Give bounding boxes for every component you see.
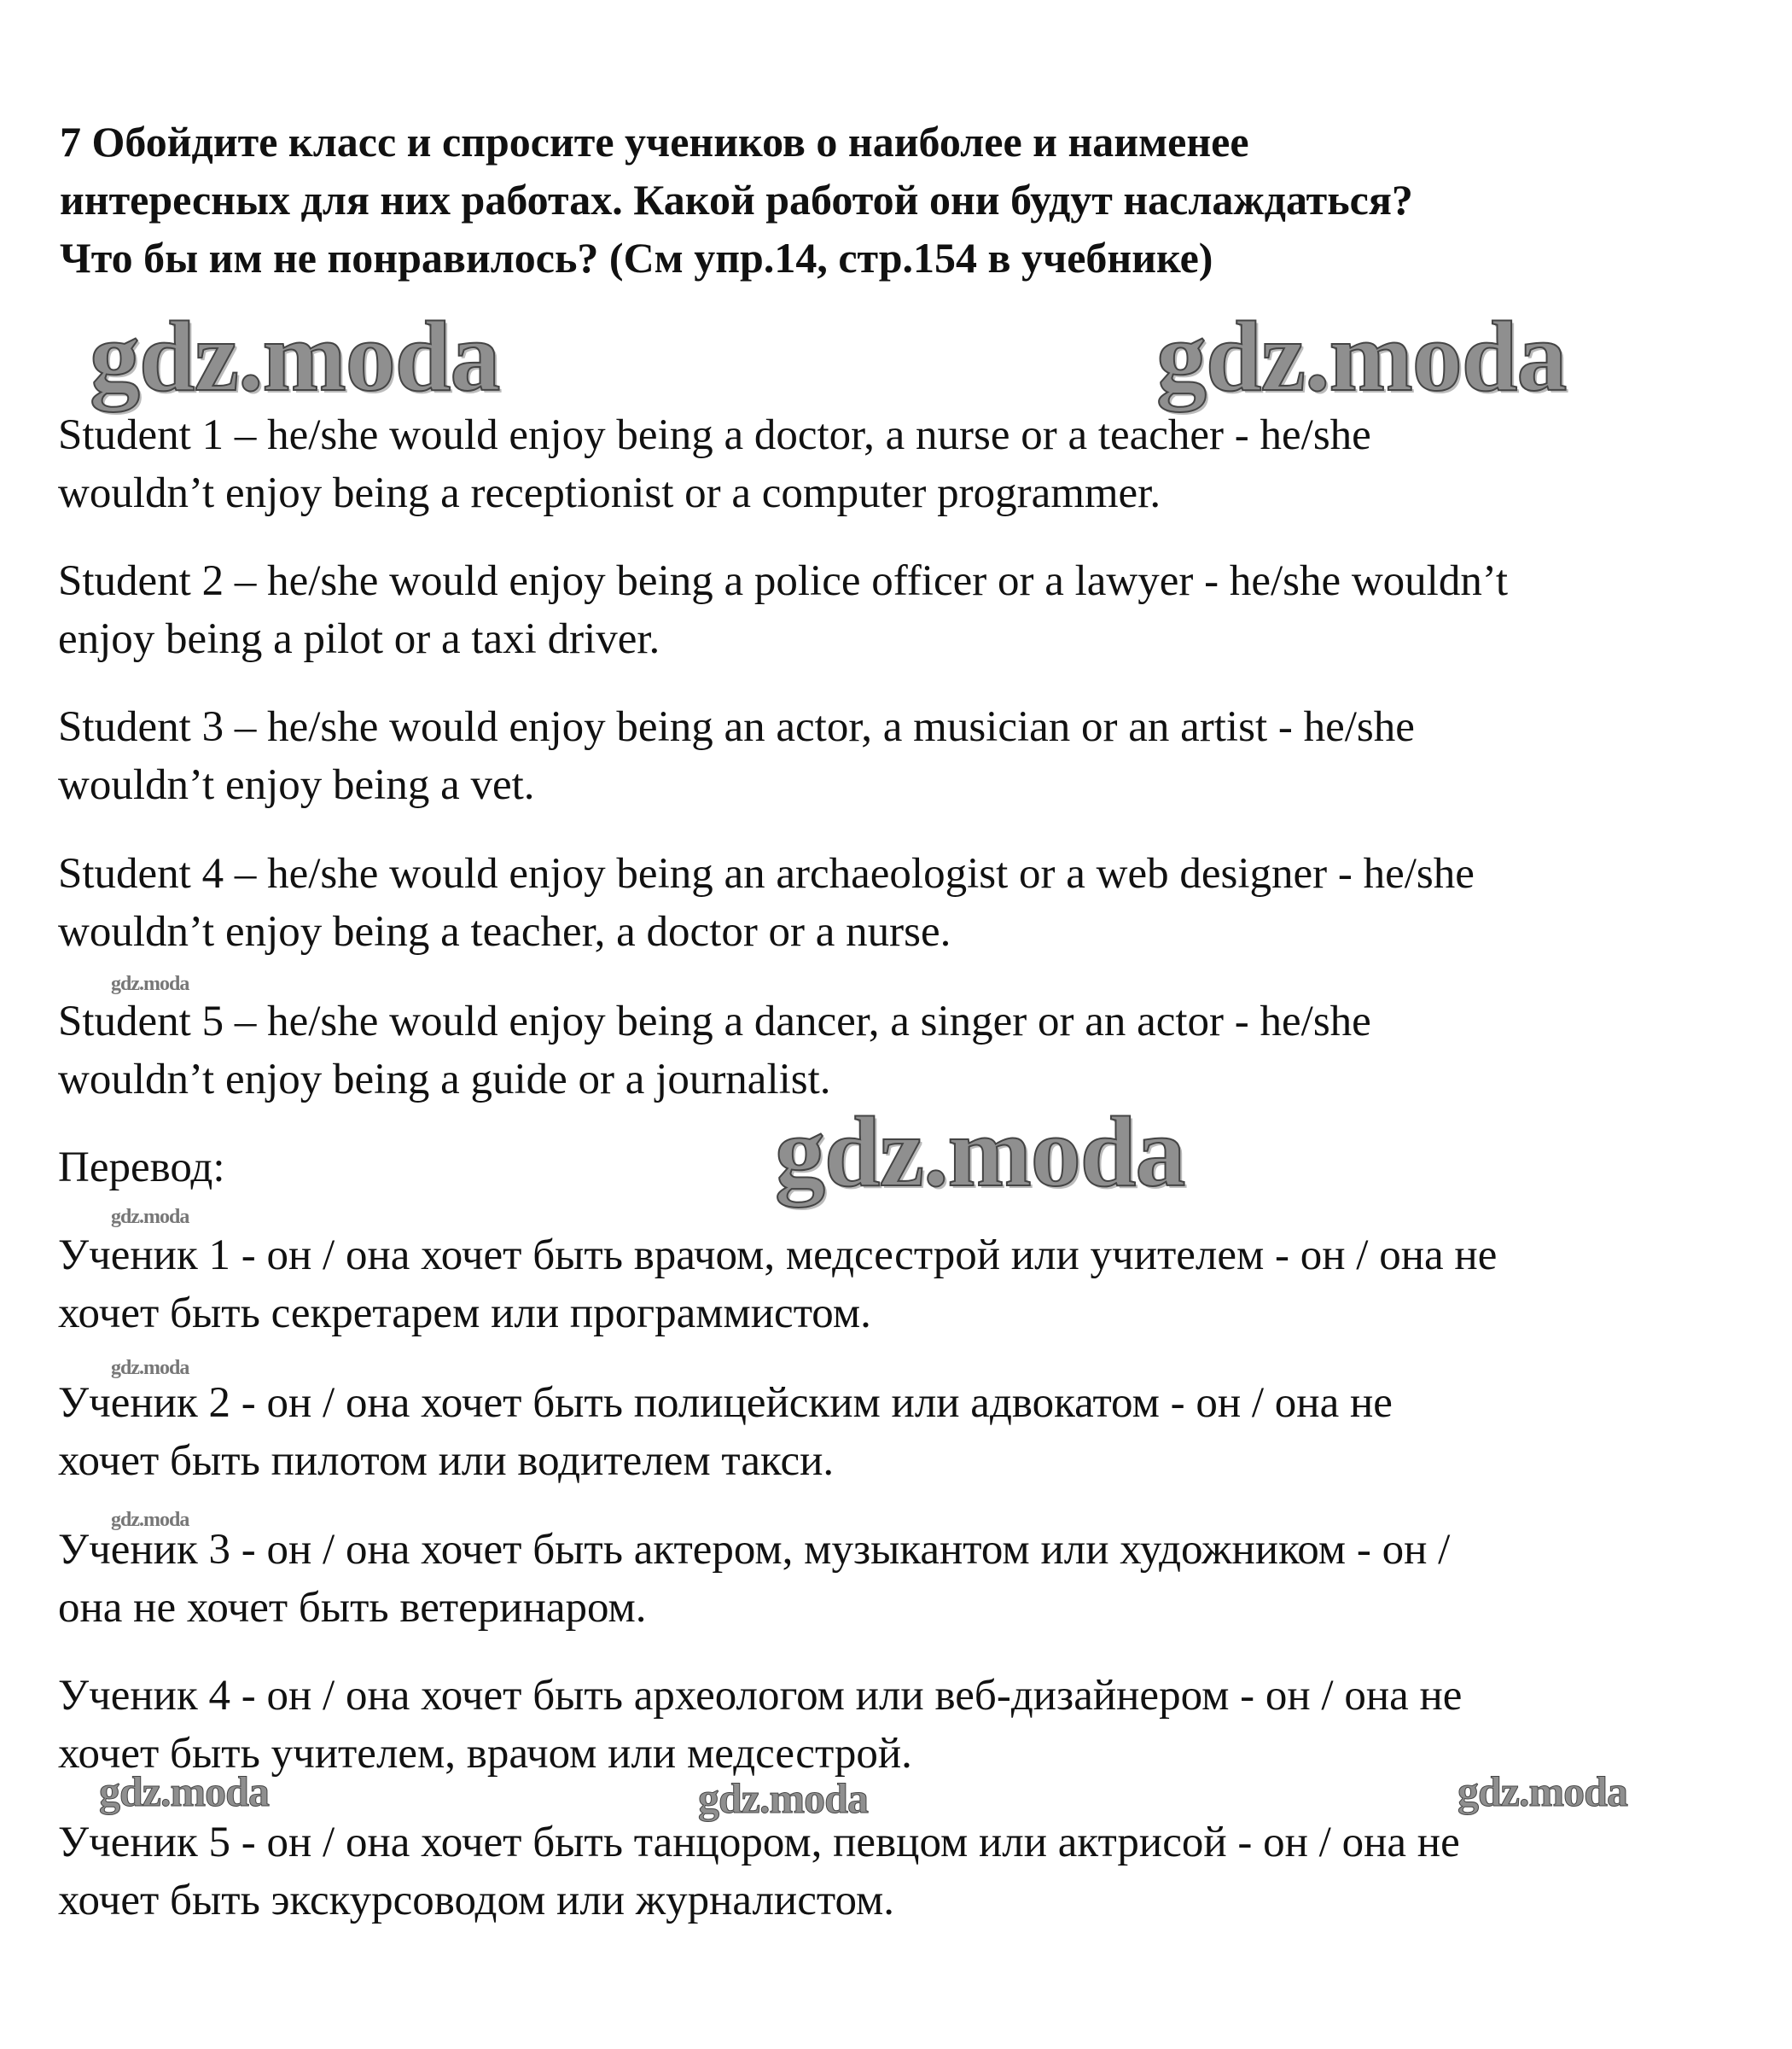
russian-answer-2 (58, 1374, 1393, 1490)
watermark-logo: gdz.moda (111, 973, 189, 995)
text-line: Ученик 3 - он / она хочет быть актером, музыкантом или художником - он / (58, 1526, 1451, 1574)
watermark-logo: gdz.moda (111, 1509, 189, 1531)
russian-answer-5 (58, 1813, 1460, 1930)
text-line: Student 4 – he/she would enjoy being an archaeologist or a web designer - he/she (58, 850, 1475, 898)
text-line: Ученик 4 - он / она хочет быть археологом или веб-дизайнером - он / она не (58, 1672, 1463, 1720)
text-line: Student 1 – he/she would enjoy being a doctor, a nurse or a teacher - he/she (58, 411, 1371, 459)
watermark-logo: gdz.moda (111, 1357, 189, 1379)
text-line: wouldn’t enjoy being a guide or a journalist. (58, 1056, 831, 1103)
heading-line: Что бы им не понравилось? (См упр.14, стр.154 в учебнике) (60, 234, 1213, 282)
heading-line: интересных для них работах. Какой работой они будут наслаждаться? (60, 176, 1413, 224)
text-line: wouldn’t enjoy being a vet. (58, 761, 535, 809)
text-line: Ученик 2 - он / она хочет быть полицейским или адвокатом - он / она не (58, 1379, 1393, 1427)
russian-answer-3 (58, 1521, 1450, 1637)
text-line: Student 5 – he/she would enjoy being a dancer, a singer or an actor - he/she (58, 998, 1371, 1045)
english-answer-1 (58, 406, 1371, 522)
text-line: enjoy being a pilot or a taxi driver. (58, 615, 660, 663)
text-line: Student 3 – he/she would enjoy being an actor, a musician or an artist - he/she (58, 703, 1415, 751)
russian-answer-4 (58, 1667, 1462, 1783)
text-line: Student 2 – he/she would enjoy being a police officer or a lawyer - he/she wouldn’t (58, 557, 1509, 605)
english-answer-3 (58, 698, 1415, 814)
watermark-logo: gdz.moda (1156, 300, 1567, 412)
text-line: она не хочет быть ветеринаром. (58, 1584, 647, 1632)
english-answer-4 (58, 845, 1475, 961)
watermark-logo: gdz.moda (111, 1206, 189, 1228)
text-line: хочет быть экскурсоводом или журналистом. (58, 1877, 895, 1924)
russian-answer-1 (58, 1226, 1497, 1342)
text-line: wouldn’t enjoy being a teacher, a doctor or a nurse. (58, 908, 951, 956)
text-line: Ученик 1 - он / она хочет быть врачом, медсестрой или учителем - он / она не (58, 1231, 1498, 1279)
text-line: wouldn’t enjoy being a receptionist or a computer programmer. (58, 469, 1161, 517)
watermark-logo: gdz.moda (99, 1767, 269, 1815)
watermark-logo: gdz.moda (1457, 1767, 1627, 1815)
watermark-logo: gdz.moda (775, 1096, 1185, 1208)
text-line: хочет быть пилотом или водителем такси. (58, 1437, 835, 1485)
watermark-logo: gdz.moda (90, 300, 500, 412)
text-line: Ученик 5 - он / она хочет быть танцором, певцом или актрисой - он / она не (58, 1819, 1460, 1866)
exercise-heading (60, 113, 1413, 287)
heading-line: 7 Обойдите класс и спросите учеников о наиболее и наименее (60, 118, 1249, 166)
text-line: хочет быть учителем, врачом или медсестрой. (58, 1730, 912, 1778)
english-answer-2 (58, 552, 1508, 668)
translation-label: Перевод: (58, 1144, 225, 1191)
watermark-logo: gdz.moda (698, 1774, 868, 1822)
text-line: хочет быть секретарем или программистом. (58, 1289, 871, 1337)
english-answer-5 (58, 992, 1371, 1109)
